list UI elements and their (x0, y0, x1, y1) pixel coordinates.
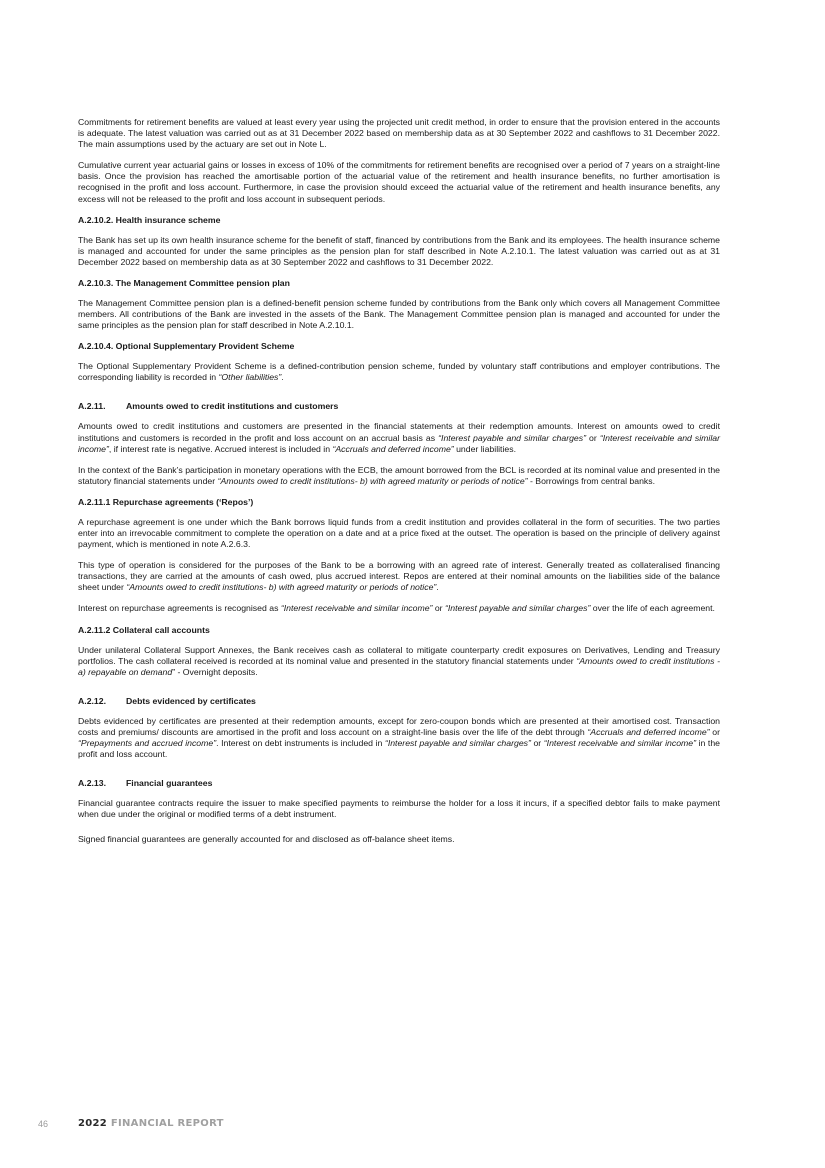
paragraph-repurchase-interest: Interest on repurchase agreements is recognised as “Interest receivable and similar income” or “Interest payable and similar charges” over the life of each agreement. (78, 603, 715, 614)
report-title: 2022 FINANCIAL REPORT (78, 1118, 224, 1129)
page-number: 46 (38, 1119, 49, 1129)
paragraph-amounts-owed: Amounts owed to credit institutions and customers are presented in the financial statements at their redemption amounts. Interest on amounts owed to credit institutions and customers is recorded in the profit and loss account on an accrual basis as “Interest payable and similar charges” or “Interest receivable and similar income”, if interest rate is negative. Accrued interest is included in “Accruals and deferred income” under liabilities. (78, 421, 720, 454)
paragraph-actuarial-gains: Cumulative current year actuarial gains or losses in excess of 10% of the commitments for retirement benefits are recognised over a period of 7 years on a straight-line basis. Once the provision has reached the amortisable portion of the actuarial value of the retirement and health insurance benefits, no further amortisation is recognised in the profit and loss account. Furthermore, in case the provision should exceed the actuarial value of the retirement and health insurance benefits, any excess will not be released to the profit and loss account in subsequent periods. (78, 160, 720, 204)
paragraph-debts-evidenced: Debts evidenced by certificates are presented at their redemption amounts, except for zero-coupon bonds which are presented at their amortised cost. Transaction costs and premiums/ discounts are amortised in the profit and loss account on a straight-line basis over the life of the debt through “Accruals and deferred income” or “Prepayments and accrued income”. Interest on debt instruments is included in “Interest payable and similar charges” or “Interest receivable and similar income” in the profit and loss account. (78, 715, 721, 760)
paragraph-health-insurance: The Bank has set up its own health insurance scheme for the benefit of staff, financed by contributions from the Bank and its employees. The health insurance scheme is managed and accounted for under the same principles as the pension plan for staff described in Note A.2.10.1. The latest valuation was carried out as at 31 December 2022 based on membership data as at 30 September 2022 and cashflows to 31 December 2022. (78, 234, 720, 267)
heading-management-committee-pension: A.2.10.3. The Management Committee pension plan (78, 277, 290, 288)
heading-financial-guarantees: A.2.13. Financial guarantees (78, 778, 213, 789)
paragraph-retirement-valuation: Commitments for retirement benefits are valued at least every year using the projected unit credit method, in order to ensure that the provision entered in the accounts is adequate. The latest valuation was carried out as at 31 December 2022 based on membership data as at 30 September 2022 and cashflows to 31 December 2022. The main assumptions used by the actuary are set out in Note L. (78, 117, 720, 150)
heading-repurchase-agreements: A.2.11.1 Repurchase agreements (‘Repos’) (78, 496, 254, 507)
paragraph-repurchase-treatment: This type of operation is considered for the purposes of the Bank to be a borrowing with an agreed rate of interest. Generally treated as collateralised financing transactions, they are carried at the amounts of cash owed, plus accrued interest. Repos are entered at their nominal amounts on the liabilities side of the balance sheet under “Amounts owed to credit institutions- b) with agreed maturity or periods of notice”. (78, 560, 720, 593)
paragraph-ecb-borrowing: In the context of the Bank’s participation in monetary operations with the ECB, the amount borrowed from the BCL is recorded at its nominal value and presented in the statutory financial statements under “Amounts owed to credit institutions- b) with agreed maturity or periods of notice” - Borrowings from central banks. (78, 464, 720, 486)
paragraph-management-committee-pension: The Management Committee pension plan is a defined-benefit pension scheme funded by contributions from the Bank only which covers all Management Committee members. All contributions of the Bank are invested in the assets of the Bank. The Management Committee pension plan is managed and accounted for under the same principles as the pension plan for staff described in Note A.2.10.1. (78, 297, 720, 331)
paragraph-financial-guarantee-contracts: Financial guarantee contracts require the issuer to make specified payments to reimburse the holder for a loss it incurs, if a specified debtor fails to make payment when due under the original or modified terms of a debt instrument. (78, 798, 720, 820)
heading-amounts-owed: A.2.11. Amounts owed to credit institutions and customers (78, 401, 339, 412)
heading-health-insurance: A.2.10.2. Health insurance scheme (78, 214, 221, 225)
page-footer (38, 1118, 224, 1129)
paragraph-collateral-call-accounts: Under unilateral Collateral Support Annexes, the Bank receives cash as collateral to mitigate counterparty credit exposures on Derivatives, Lending and Treasury portfolios. The cash collateral received is recorded at its nominal value and presented in the statutory financial statements under “Amounts owed to credit institutions - a) repayable on demand” - Overnight deposits. (78, 644, 720, 677)
paragraph-supplementary-provident: The Optional Supplementary Provident Scheme is a defined-contribution pension scheme, funded by voluntary staff contributions and employer contributions. The corresponding liability is recorded in “Other liabilities”. (78, 361, 720, 383)
heading-supplementary-provident: A.2.10.4. Optional Supplementary Provident Scheme (78, 341, 295, 352)
heading-collateral-call-accounts: A.2.11.2 Collateral call accounts (78, 624, 210, 635)
paragraph-signed-guarantees: Signed financial guarantees are generally accounted for and disclosed as off-balance sheet items. (78, 834, 455, 845)
paragraph-repurchase-definition: A repurchase agreement is one under which the Bank borrows liquid funds from a credit institution and provides collateral in the form of securities. The two parties enter into an irrevocable commitment to complete the operation on a date and at a price fixed at the outset. The operation is based on the principle of delivery against payment, which is mentioned in note A.2.6.3. (78, 516, 720, 550)
heading-debts-evidenced: A.2.12. Debts evidenced by certificates (78, 695, 256, 706)
page-body (78, 117, 720, 855)
